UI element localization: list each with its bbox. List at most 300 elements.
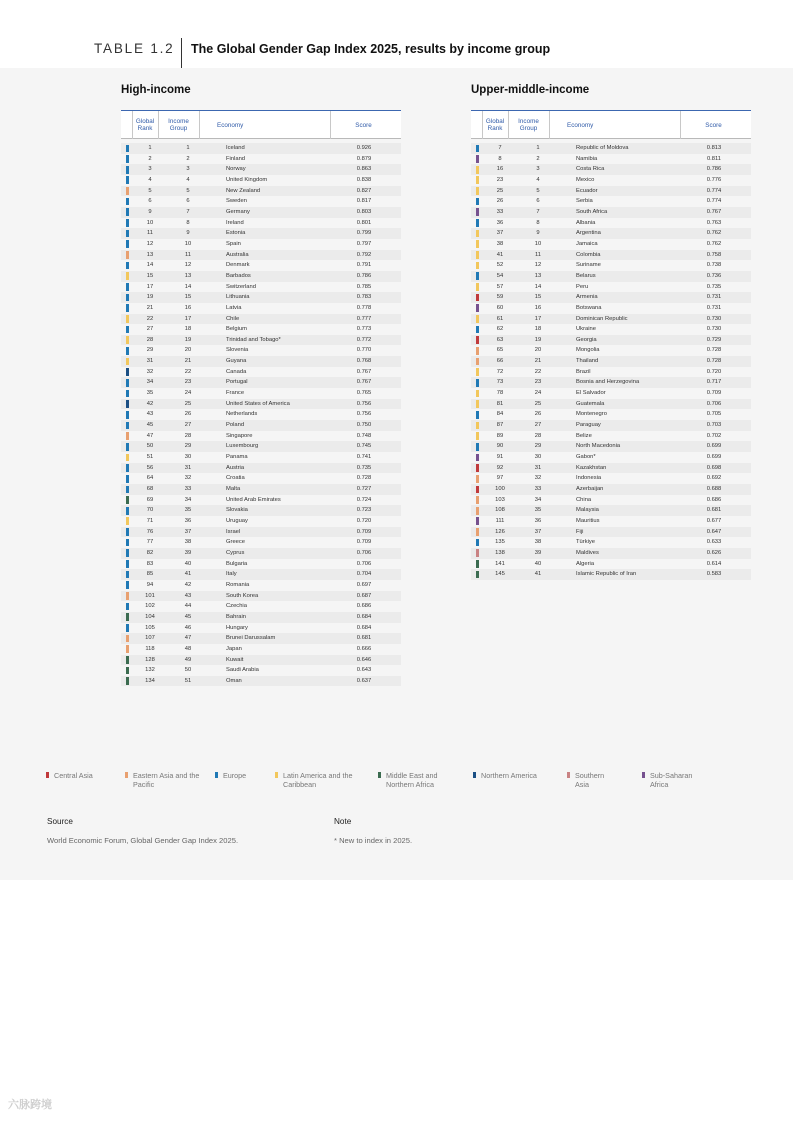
region-color-bar: [126, 198, 129, 206]
table-row: [121, 644, 401, 655]
region-color-bar: [126, 368, 129, 376]
region-color-bar: [476, 486, 479, 494]
score-cell: 0.748: [356, 432, 372, 439]
table-row: [121, 548, 401, 559]
income-group-rank-cell: 32: [534, 475, 542, 482]
report-header: [0, 0, 793, 68]
score-cell: 0.687: [356, 592, 372, 599]
economy-cell: Azerbaijan: [576, 486, 604, 492]
economy-cell: Panama: [226, 454, 248, 461]
score-cell: 0.736: [706, 272, 722, 279]
region-color-bar: [126, 432, 129, 440]
economy-cell: Czechia: [226, 603, 247, 610]
score-cell: 0.698: [706, 464, 722, 471]
income-group-rank-cell: 41: [534, 571, 542, 578]
income-group-rank-cell: 22: [184, 368, 192, 375]
score-cell: 0.666: [356, 645, 372, 652]
legend-swatch: [567, 772, 570, 778]
legend-item-northern-america: [473, 771, 537, 780]
score-cell: 0.702: [706, 432, 722, 439]
income-group-rank-cell: 26: [534, 411, 542, 418]
global-rank-cell: 59: [496, 294, 504, 301]
region-color-bar: [126, 336, 129, 344]
table-row: [121, 505, 401, 516]
economy-cell: Slovenia: [226, 347, 249, 354]
economy-cell: Luxembourg: [226, 443, 259, 450]
region-color-bar: [126, 176, 129, 184]
region-color-bar: [476, 549, 479, 557]
table-row: [471, 505, 751, 516]
global-rank-cell: 134: [145, 677, 155, 684]
economy-cell: Peru: [576, 283, 589, 290]
region-color-bar: [126, 219, 129, 227]
legend-item-latin-america: [275, 771, 357, 789]
economy-cell: Maldives: [576, 549, 599, 556]
global-rank-cell: 138: [495, 549, 505, 556]
score-cell: 0.728: [706, 347, 722, 354]
global-rank-cell: 9: [148, 208, 152, 215]
region-color-bar: [476, 326, 479, 334]
score-cell: 0.776: [706, 176, 722, 183]
score-cell: 0.791: [356, 262, 372, 269]
region-color-bar: [126, 475, 129, 483]
table-row: [471, 292, 751, 303]
table-row: [471, 239, 751, 250]
region-color-bar: [476, 390, 479, 398]
global-rank-cell: 72: [496, 368, 504, 375]
region-color-bar: [126, 486, 129, 494]
economy-cell: Armenia: [576, 294, 598, 301]
region-color-bar: [126, 454, 129, 462]
economy-cell: Argentina: [576, 230, 601, 237]
region-color-bar: [126, 603, 129, 611]
score-cell: 0.811: [706, 155, 722, 162]
table-row: [121, 463, 401, 474]
region-color-bar: [476, 347, 479, 355]
global-rank-cell: 100: [495, 486, 505, 492]
header-economy: Economy: [199, 111, 329, 139]
global-rank-cell: 43: [146, 411, 154, 418]
score-cell: 0.729: [706, 336, 722, 343]
global-rank-cell: 81: [496, 400, 504, 407]
table-row: [471, 207, 751, 218]
economy-cell: United Kingdom: [226, 176, 268, 183]
economy-cell: Slovakia: [226, 507, 248, 514]
region-color-bar: [126, 326, 129, 334]
region-color-bar: [476, 336, 479, 344]
income-group-rank-cell: 31: [184, 464, 192, 471]
global-rank-cell: 35: [146, 390, 154, 397]
legend-swatch: [275, 772, 278, 778]
economy-cell: Islamic Republic of Iran: [576, 571, 637, 578]
income-group-rank-cell: 14: [534, 283, 542, 290]
global-rank-cell: 128: [145, 656, 155, 663]
global-rank-cell: 34: [146, 379, 154, 386]
economy-cell: Algeria: [576, 560, 595, 567]
table-row: [121, 345, 401, 356]
legend-item-europe: [215, 771, 246, 780]
income-group-rank-cell: 16: [184, 304, 192, 311]
economy-cell: Paraguay: [576, 422, 601, 429]
region-color-bar: [476, 358, 479, 366]
income-group-rank-cell: 6: [186, 198, 190, 205]
table-row: [121, 303, 401, 314]
economy-cell: Costa Rica: [576, 166, 605, 173]
table-row: [121, 292, 401, 303]
note-text: * New to index in 2025.: [334, 836, 413, 845]
region-color-bar: [126, 155, 129, 163]
income-group-rank-cell: 5: [186, 187, 190, 194]
global-rank-cell: 62: [496, 326, 504, 333]
score-cell: 0.706: [356, 549, 372, 556]
economy-cell: Fiji: [576, 528, 584, 535]
income-group-rank-cell: 37: [534, 528, 542, 535]
income-group-rank-cell: 1: [536, 145, 540, 151]
income-group-rank-cell: 39: [184, 549, 192, 556]
global-rank-cell: 50: [146, 443, 154, 450]
economy-cell: Greece: [226, 539, 246, 546]
header-score: Score: [680, 111, 746, 139]
income-group-rank-cell: 19: [184, 336, 192, 343]
economy-cell: Portugal: [226, 379, 248, 386]
economy-cell: Albania: [576, 219, 596, 226]
income-group-rank-cell: 9: [186, 230, 190, 237]
score-cell: 0.717: [706, 379, 722, 386]
group-title: Upper-middle-income: [471, 84, 590, 96]
global-rank-cell: 37: [496, 230, 504, 237]
table-row: [121, 164, 401, 175]
economy-cell: Cyprus: [226, 549, 245, 556]
global-rank-cell: 16: [496, 166, 504, 173]
score-cell: 0.762: [706, 230, 722, 237]
region-color-bar: [126, 411, 129, 419]
income-group-rank-cell: 33: [184, 486, 192, 492]
global-rank-cell: 103: [495, 496, 505, 503]
table-row: [121, 580, 401, 591]
economy-cell: France: [226, 390, 245, 397]
high-income-table: [121, 84, 401, 686]
global-rank-cell: 29: [146, 347, 154, 354]
income-group-rank-cell: 26: [184, 411, 192, 418]
table-row: [471, 473, 751, 484]
table-row: [471, 218, 751, 229]
score-cell: 0.637: [356, 677, 372, 684]
income-group-rank-cell: 13: [534, 272, 542, 279]
score-cell: 0.735: [706, 283, 722, 290]
economy-cell: Colombia: [576, 251, 601, 258]
table-row: [121, 250, 401, 261]
region-color-bar: [476, 443, 479, 451]
score-cell: 0.786: [706, 166, 722, 173]
score-cell: 0.786: [356, 272, 372, 279]
income-group-rank-cell: 21: [184, 358, 192, 365]
income-group-rank-cell: 18: [534, 326, 542, 333]
income-group-rank-cell: 21: [534, 358, 542, 365]
table-row: [121, 420, 401, 431]
income-group-rank-cell: 30: [534, 454, 542, 461]
economy-cell: Finland: [226, 155, 246, 162]
global-rank-cell: 28: [146, 336, 154, 343]
table-row: [121, 537, 401, 548]
score-cell: 0.778: [356, 304, 372, 311]
score-cell: 0.750: [356, 422, 372, 429]
table-row: [471, 314, 751, 325]
income-group-rank-cell: 9: [536, 230, 540, 237]
region-legend: [46, 771, 766, 797]
table-row: [121, 612, 401, 623]
global-rank-cell: 76: [146, 528, 154, 535]
table-row: [121, 441, 401, 452]
global-rank-cell: 3: [148, 166, 152, 173]
region-color-bar: [476, 283, 479, 291]
table-row: [121, 143, 401, 154]
table-row: [121, 473, 401, 484]
region-color-bar: [126, 464, 129, 472]
global-rank-cell: 7: [498, 145, 502, 151]
score-cell: 0.677: [706, 517, 722, 524]
global-rank-cell: 111: [495, 517, 505, 524]
table-title: The Global Gender Gap Index 2025, results by income group: [191, 42, 551, 56]
table-row: [121, 314, 401, 325]
economy-cell: Poland: [226, 422, 245, 429]
region-color-bar: [126, 283, 129, 291]
global-rank-cell: 87: [496, 422, 504, 429]
score-cell: 0.724: [356, 496, 372, 503]
income-group-rank-cell: 43: [184, 592, 192, 599]
economy-cell: Kazakhstan: [576, 464, 607, 471]
table-row: [121, 399, 401, 410]
region-color-bar: [476, 571, 479, 579]
region-color-bar: [476, 379, 479, 387]
income-group-rank-cell: 39: [534, 549, 542, 556]
economy-cell: Bulgaria: [226, 560, 248, 567]
economy-cell: Barbados: [226, 272, 251, 279]
income-group-rank-cell: 30: [184, 454, 192, 461]
table-row: [471, 367, 751, 378]
table-row: [471, 495, 751, 506]
score-cell: 0.745: [356, 443, 372, 450]
economy-cell: North Macedonia: [576, 443, 621, 450]
region-color-bar: [476, 517, 479, 525]
income-group-rank-cell: 36: [184, 517, 192, 524]
table-row: [121, 633, 401, 644]
region-color-bar: [476, 251, 479, 259]
table-row: [121, 154, 401, 165]
income-group-rank-cell: 7: [186, 208, 190, 215]
economy-cell: Austria: [226, 464, 245, 471]
watermark: 六脉跨境: [8, 1099, 52, 1111]
table-row: [121, 527, 401, 538]
economy-cell: Italy: [226, 571, 237, 578]
region-color-bar: [476, 496, 479, 504]
score-cell: 0.647: [706, 528, 722, 535]
table-row: [121, 452, 401, 463]
column-headers: [471, 111, 751, 139]
table-row: [471, 463, 751, 474]
score-cell: 0.783: [356, 294, 372, 301]
economy-cell: Malaysia: [576, 507, 599, 514]
global-rank-cell: 11: [146, 230, 154, 237]
global-rank-cell: 91: [496, 454, 504, 461]
score-cell: 0.767: [706, 208, 722, 215]
global-rank-cell: 5: [148, 187, 152, 194]
score-cell: 0.838: [356, 176, 372, 183]
score-cell: 0.756: [356, 400, 372, 407]
score-cell: 0.614: [706, 560, 722, 567]
region-color-bar: [476, 411, 479, 419]
upper-middle-income-table: [471, 84, 751, 580]
table-row: [121, 207, 401, 218]
income-group-rank-cell: 15: [184, 294, 192, 301]
table-row: [121, 591, 401, 602]
table-row: [471, 452, 751, 463]
table-row: [471, 282, 751, 293]
economy-cell: Switzerland: [226, 283, 256, 290]
region-color-bar: [126, 390, 129, 398]
score-cell: 0.926: [356, 145, 372, 151]
score-cell: 0.773: [356, 326, 372, 333]
region-color-bar: [476, 560, 479, 568]
global-rank-cell: 52: [496, 262, 504, 269]
global-rank-cell: 90: [496, 443, 504, 450]
global-rank-cell: 108: [495, 507, 505, 514]
region-color-bar: [126, 539, 129, 547]
income-group-rank-cell: 14: [184, 283, 192, 290]
economy-cell: Croatia: [226, 475, 245, 482]
table-row: [121, 282, 401, 293]
table-row: [471, 527, 751, 538]
region-color-bar: [476, 315, 479, 323]
region-color-bar: [126, 517, 129, 525]
income-group-rank-cell: 33: [534, 486, 542, 492]
global-rank-cell: 6: [148, 198, 152, 205]
income-group-rank-cell: 24: [534, 390, 542, 397]
income-group-rank-cell: 42: [184, 581, 192, 588]
global-rank-cell: 89: [496, 432, 504, 439]
table-row: [471, 143, 751, 154]
score-cell: 0.777: [356, 315, 372, 322]
global-rank-cell: 42: [146, 400, 154, 407]
global-rank-cell: 77: [146, 539, 154, 546]
global-rank-cell: 10: [146, 219, 154, 226]
score-cell: 0.727: [356, 486, 372, 492]
global-rank-cell: 70: [146, 507, 154, 514]
income-group-rank-cell: 15: [534, 294, 542, 301]
economy-cell: Suriname: [576, 262, 601, 269]
income-group-rank-cell: 50: [184, 667, 192, 674]
score-cell: 0.704: [356, 571, 372, 578]
table-row: [471, 260, 751, 271]
income-group-rank-cell: 28: [534, 432, 542, 439]
region-color-bar: [126, 240, 129, 248]
economy-cell: Japan: [226, 645, 242, 652]
table-row: [121, 218, 401, 229]
economy-cell: Estonia: [226, 230, 246, 237]
table-row: [471, 399, 751, 410]
economy-cell: Oman: [226, 677, 242, 684]
economy-cell: Latvia: [226, 304, 242, 311]
table-row: [121, 676, 401, 687]
region-color-bar: [126, 549, 129, 557]
global-rank-cell: 36: [496, 219, 504, 226]
income-group-rank-cell: 28: [184, 432, 192, 439]
economy-cell: Ireland: [226, 219, 244, 226]
legend-label: Latin America and the Caribbean: [283, 771, 353, 789]
table-row: [471, 431, 751, 442]
table-row: [121, 175, 401, 186]
score-cell: 0.681: [356, 635, 372, 642]
income-group-rank-cell: 44: [184, 603, 192, 610]
region-color-bar: [476, 475, 479, 483]
global-rank-cell: 51: [146, 454, 154, 461]
income-group-rank-cell: 20: [184, 347, 192, 354]
global-rank-cell: 105: [145, 624, 155, 631]
score-cell: 0.633: [706, 539, 722, 546]
income-group-rank-cell: 19: [534, 336, 542, 343]
economy-cell: China: [576, 496, 592, 503]
global-rank-cell: 57: [496, 283, 504, 290]
economy-cell: Trinidad and Tobago*: [226, 336, 281, 343]
group-title: High-income: [121, 84, 191, 96]
global-rank-cell: 26: [496, 198, 504, 205]
income-group-rank-cell: 2: [536, 155, 540, 162]
income-group-rank-cell: 3: [186, 166, 190, 173]
region-color-bar: [126, 272, 129, 280]
table-row: [121, 559, 401, 570]
income-group-rank-cell: 24: [184, 390, 192, 397]
region-color-bar: [476, 432, 479, 440]
legend-item-middle-east: [378, 771, 456, 789]
table-row: [121, 367, 401, 378]
economy-cell: South Korea: [226, 592, 259, 599]
economy-cell: Indonesia: [576, 475, 602, 482]
score-cell: 0.730: [706, 326, 722, 333]
region-color-bar: [126, 496, 129, 504]
score-cell: 0.768: [356, 358, 372, 365]
score-cell: 0.774: [706, 187, 722, 194]
economy-cell: Bosnia and Herzegovina: [576, 379, 640, 386]
economy-cell: Uruguay: [226, 517, 248, 524]
economy-cell: Australia: [226, 251, 249, 258]
table-row: [471, 164, 751, 175]
global-rank-cell: 94: [146, 581, 154, 588]
income-group-rank-cell: 3: [536, 166, 540, 173]
region-color-bar: [126, 294, 129, 302]
note-label: Note: [334, 817, 352, 826]
table-row: [121, 239, 401, 250]
region-color-bar: [476, 155, 479, 163]
economy-cell: Norway: [226, 166, 246, 173]
score-cell: 0.705: [706, 411, 722, 418]
legend-swatch: [378, 772, 381, 778]
income-group-rank-cell: 29: [534, 443, 542, 450]
income-group-rank-cell: 8: [536, 219, 540, 226]
score-cell: 0.688: [706, 486, 722, 492]
score-cell: 0.723: [356, 507, 372, 514]
legend-item-southern-asia: [567, 771, 619, 789]
region-color-bar: [126, 571, 129, 579]
global-rank-cell: 8: [498, 155, 502, 162]
global-rank-cell: 13: [146, 251, 154, 258]
economy-cell: Brunei Darussalam: [226, 635, 276, 642]
table-row: [471, 186, 751, 197]
table-row: [471, 250, 751, 261]
economy-cell: Thailand: [576, 358, 599, 365]
table-row: [121, 377, 401, 388]
legend-item-sub-saharan-africa: [642, 771, 706, 789]
global-rank-cell: 60: [496, 304, 504, 311]
table-row: [121, 186, 401, 197]
